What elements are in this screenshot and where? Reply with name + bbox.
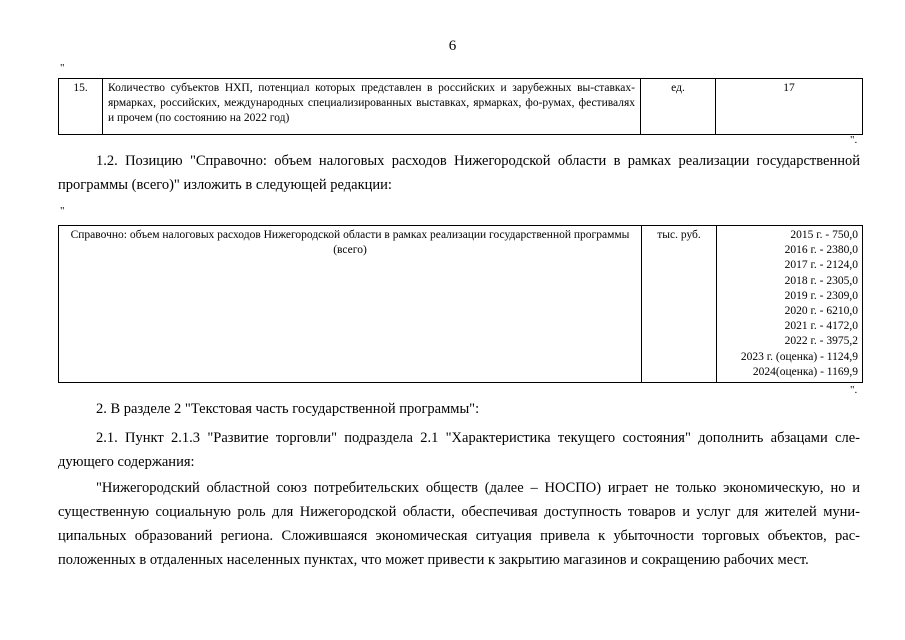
table-row bbox=[59, 79, 863, 135]
opening-quote: " bbox=[60, 62, 65, 74]
closing-quote: ". bbox=[850, 134, 858, 146]
tax-expenditure-unit: тыс. руб. bbox=[642, 226, 717, 383]
value-line: 2019 г. - 2309,0 bbox=[784, 289, 858, 302]
value-line: 2022 г. - 3975,2 bbox=[784, 335, 858, 348]
indicator-unit: ед. bbox=[641, 79, 716, 135]
value-line: 2024(оценка) - 1169,9 bbox=[752, 365, 858, 378]
value-line: 2018 г. - 2305,0 bbox=[784, 274, 858, 287]
value-line: 2017 г. - 2124,0 bbox=[784, 259, 858, 272]
value-line: 2015 г. - 750,0 bbox=[790, 229, 858, 241]
row-number: 15. bbox=[59, 79, 103, 135]
paragraph-2-1: 2.1. Пункт 2.1.3 "Развитие торговли" подраздела 2.1 "Характеристика текущего состояния" дополнить абзацами сле-дующего содержания: bbox=[58, 430, 860, 470]
value-line: 2023 г. (оценка) - 1124,9 bbox=[740, 350, 858, 363]
value-line: 2016 г. - 2380,0 bbox=[784, 244, 858, 257]
paragraph-1-2: 1.2. Позицию "Справочно: объем налоговых расходов Нижегородской области в рамках реализации государственной программы (всего)" изложить в следующей редакции: bbox=[58, 153, 860, 193]
indicator-name: Количество субъектов НХП, потенциал которых представлен в российских и зарубежных вы-ставках-ярмарках, российских, международных специализированных выставках, ярмарках, фо-румах, фестивалях и прочем (по состоянию на 2022 год) bbox=[103, 79, 641, 135]
indicator-table bbox=[58, 78, 863, 135]
opening-quote: " bbox=[60, 205, 65, 217]
value-line: 2021 г. - 4172,0 bbox=[784, 320, 858, 333]
page-number: 6 bbox=[448, 38, 457, 54]
table-row bbox=[59, 226, 863, 383]
tax-expenditure-table bbox=[58, 225, 863, 383]
value-line: 2020 г. - 6210,0 bbox=[784, 305, 858, 318]
paragraph-quote-nospo: "Нижегородский областной союз потребительских обществ (далее – НОСПО) играет не только экономическую, но и существенную социальную роль для Нижегородской области, обеспечивая доступность товаров и услуг для жителей муни-ципальных образований региона. Сложившаяся экономическая ситуация привела к убыточности торговых объектов, рас-положенных в отдаленных населенных пунктах, что может привести к закрытию магазинов и сокращению рабочих мест. bbox=[58, 480, 860, 568]
paragraph-2: 2. В разделе 2 "Текстовая часть государственной программы": bbox=[96, 401, 480, 417]
closing-quote: ". bbox=[850, 384, 858, 396]
tax-expenditure-name: Справочно: объем налоговых расходов Нижегородской области в рамках реализации государственной программы (всего) bbox=[59, 226, 642, 383]
tax-expenditure-values bbox=[717, 226, 863, 383]
indicator-value: 17 bbox=[716, 79, 863, 135]
